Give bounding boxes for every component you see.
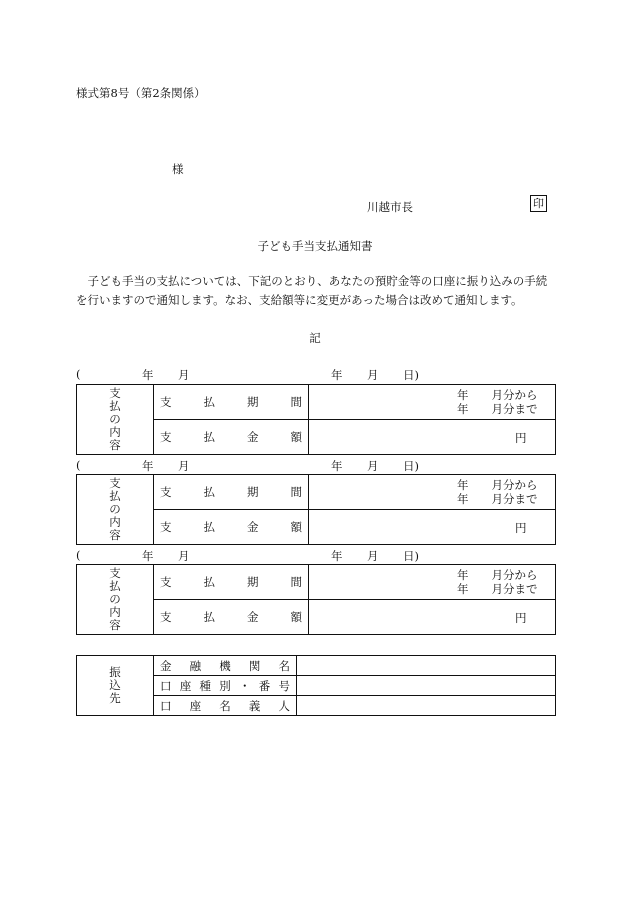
recipient-honorific: 様 xyxy=(172,162,184,176)
payment-table xyxy=(76,564,556,635)
payment-side-label: 支払の内容 xyxy=(109,476,121,542)
yen-unit: 円 xyxy=(515,521,527,535)
period-to: 年 月分まで xyxy=(457,492,538,506)
yen-unit: 円 xyxy=(515,431,527,445)
date-day-label: 日) xyxy=(403,368,419,382)
date-month2-label: 月 xyxy=(367,459,379,473)
account-type-number-label: 口座種別・番号 xyxy=(154,676,297,696)
date-year-label: 年 xyxy=(142,368,154,382)
date-day-label: 日) xyxy=(403,459,419,473)
amount-value-cell xyxy=(309,420,556,455)
bank-name-label: 金融機関名 xyxy=(154,656,297,676)
period-date-row xyxy=(76,367,556,383)
ki-heading: 記 xyxy=(309,331,321,345)
payment-table xyxy=(76,474,556,545)
issuer-name: 川越市長 xyxy=(367,200,413,214)
date-day-label: 日) xyxy=(403,549,419,563)
bank-name-value xyxy=(297,656,556,676)
period-from: 年 月分から xyxy=(457,478,538,492)
bank-side-label: 振込先 xyxy=(109,665,121,705)
amount-value-cell xyxy=(309,510,556,545)
period-value-cell xyxy=(309,475,556,510)
period-value-cell xyxy=(309,385,556,420)
account-holder-label: 口座名義人 xyxy=(154,696,297,716)
period-date-row xyxy=(76,548,556,564)
period-from: 年 月分から xyxy=(457,388,538,402)
date-open-paren: ( xyxy=(76,548,81,562)
notice-body: 子ども手当の支払については、下記のとおり、あなたの預貯金等の口座に振り込みの手続を行いますので通知します。なお、支給額等に変更があった場合は改めて通知します。 xyxy=(76,274,548,307)
period-range xyxy=(457,388,538,416)
seal-mark: 印 xyxy=(530,195,547,212)
payment-side-cell xyxy=(77,385,154,455)
date-month-label: 月 xyxy=(178,549,190,563)
amount-value-cell xyxy=(309,600,556,635)
payment-side-label: 支払の内容 xyxy=(109,386,121,452)
date-open-paren: ( xyxy=(76,458,81,472)
date-year-label: 年 xyxy=(142,459,154,473)
date-year-label: 年 xyxy=(142,549,154,563)
period-date-row xyxy=(76,458,556,474)
date-month-label: 月 xyxy=(178,459,190,473)
period-label: 支払期間 xyxy=(154,475,309,510)
amount-label: 支払金額 xyxy=(154,600,309,635)
account-type-number-value xyxy=(297,676,556,696)
date-month2-label: 月 xyxy=(367,549,379,563)
form-number: 様式第8号（第2条関係） xyxy=(76,86,206,100)
date-open-paren: ( xyxy=(76,367,81,381)
period-range xyxy=(457,478,538,506)
payment-side-cell xyxy=(77,565,154,635)
date-year2-label: 年 xyxy=(331,368,343,382)
period-value-cell xyxy=(309,565,556,600)
payment-table xyxy=(76,384,556,455)
date-month-label: 月 xyxy=(178,368,190,382)
period-to: 年 月分まで xyxy=(457,582,538,596)
amount-label: 支払金額 xyxy=(154,510,309,545)
payment-side-label: 支払の内容 xyxy=(109,566,121,632)
period-label: 支払期間 xyxy=(154,565,309,600)
document-title: 子ども手当支払通知書 xyxy=(257,239,373,253)
date-year2-label: 年 xyxy=(331,459,343,473)
period-from: 年 月分から xyxy=(457,568,538,582)
date-year2-label: 年 xyxy=(331,549,343,563)
yen-unit: 円 xyxy=(515,611,527,625)
bank-side-cell xyxy=(77,656,154,716)
payment-side-cell xyxy=(77,475,154,545)
bank-account-table xyxy=(76,655,556,716)
account-holder-value xyxy=(297,696,556,716)
period-label: 支払期間 xyxy=(154,385,309,420)
amount-label: 支払金額 xyxy=(154,420,309,455)
period-to: 年 月分まで xyxy=(457,402,538,416)
period-range xyxy=(457,568,538,596)
date-month2-label: 月 xyxy=(367,368,379,382)
